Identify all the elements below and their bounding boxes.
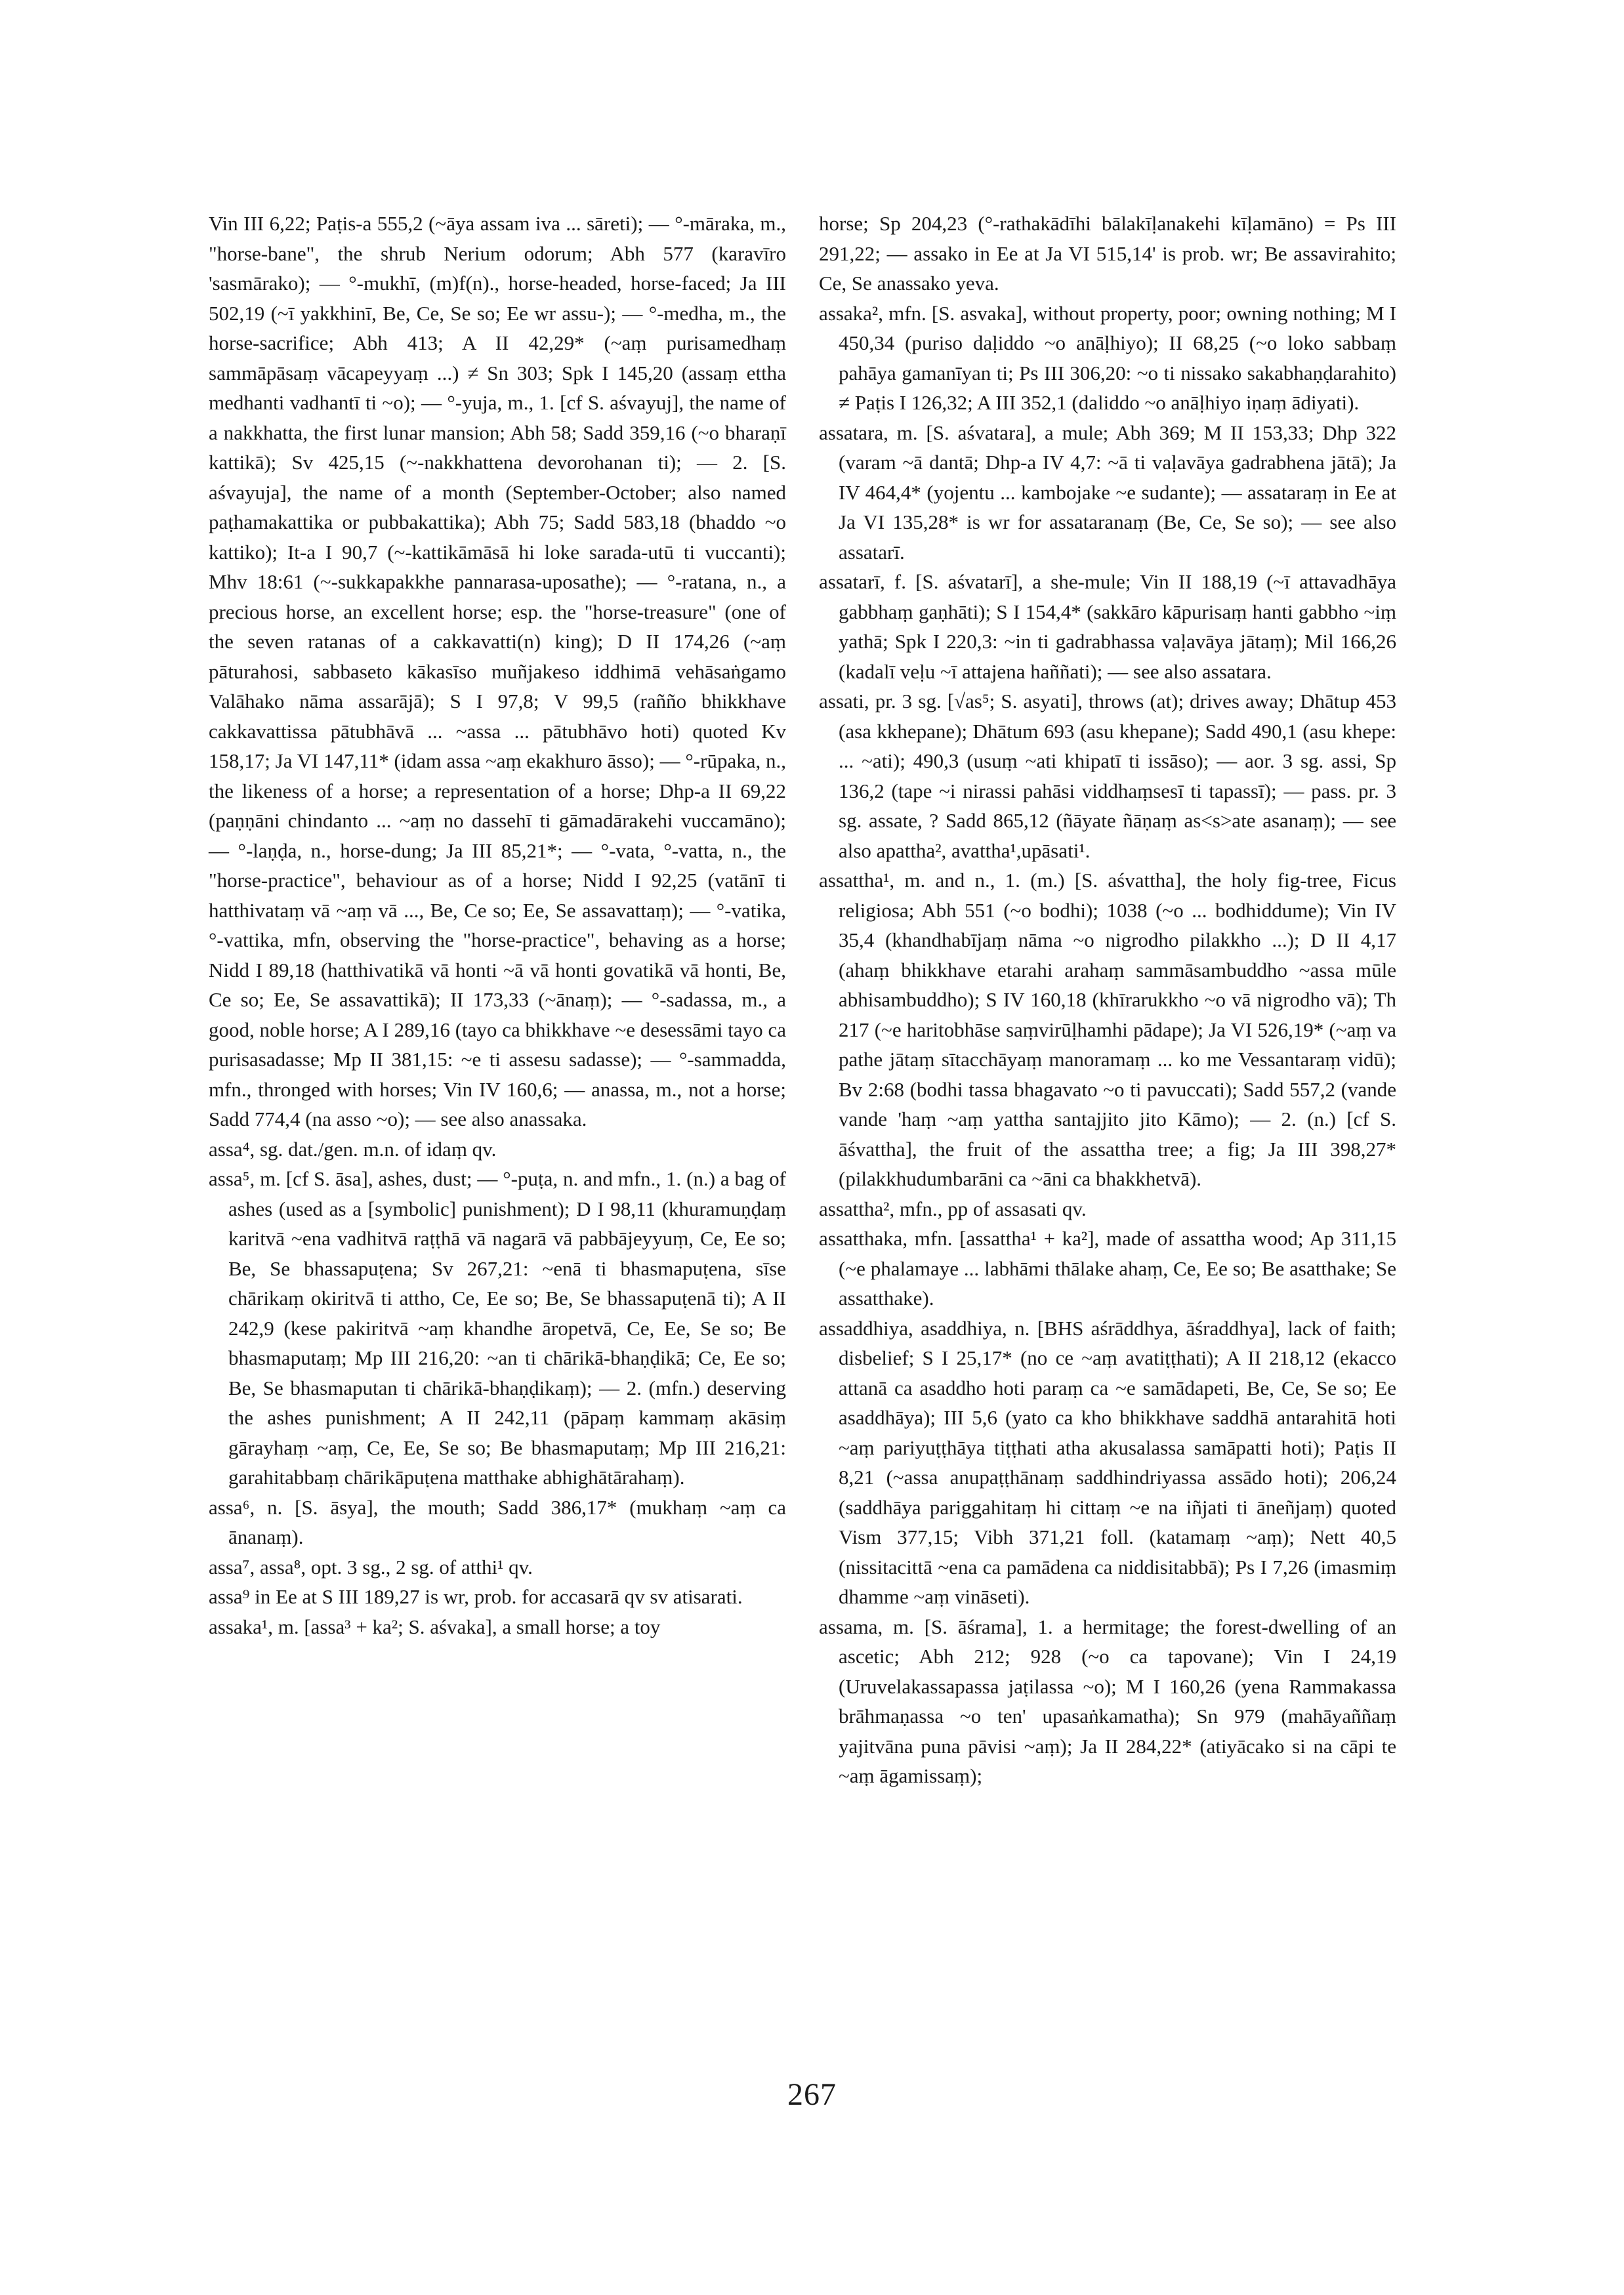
right-column	[819, 209, 1396, 1791]
entry-assatthaka: assatthaka, mfn. [assattha¹ + ka²], made of assattha wood; Ap 311,15 (~e phalamaye ... labhāmi thālake ahaṃ, Ce, Ee so; Be asatthake; Se assatthake).	[819, 1227, 1396, 1310]
entry-assattha2: assattha², mfn., pp of assasati qv.	[819, 1197, 1087, 1220]
entry-continuation-assa3: Vin III 6,22; Paṭis-a 555,2 (~āya assam iva ... sāreti); — °-māraka, m., "horse-bane", the shrub Nerium odorum; Abh 577 (karavīro 'sasmārako); — °-mukhī, (m)f(n)., horse-headed, horse-faced; Ja III 502,19 (~ī yakkhinī, Be, Ce, Se so; Ee wr assu-); — °-medha, m., the horse-sacrifice; Abh 413; A II 42,29* (~aṃ purisamedhaṃ sammāpāsaṃ vācapeyyaṃ ...) ≠ Sn 303; Spk I 145,20 (assaṃ ettha medhanti vadhantī ti ~o); — °-yuja, m., 1. [cf S. aśvayuj], the name of a nakkhatta, the first lunar mansion; Abh 58; Sadd 359,16 (~o bharaṇī kattikā); Sv 425,15 (~-nakkhattena devorohanan ti); — 2. [S. aśvayuja], the name of a month (September-October; also named paṭhamakattika or pubbakattika); Abh 75; Sadd 583,18 (bhaddo ~o kattiko); It-a I 90,7 (~-kattikāmāsā hi loke sarada-utū ti vuccanti); Mhv 18:61 (~-sukkapakkhe pannarasa-uposathe); — °-ratana, n., a precious horse, an excellent horse; esp. the "horse-treasure" (one of the seven ratanas of a cakkavatti(n) king); D II 174,26 (~aṃ pāturahosi, sabbaseto kākasīso muñjakeso iddhimā vehāsaṅgamo Valāhako nāma assarājā); S I 97,8; V 99,5 (rañño bhikkhave cakkavattissa pātubhāvā ... ~assa ... pātubhāvo hoti) quoted Kv 158,17; Ja VI 147,11* (idam assa ~aṃ ekakhuro āsso); — °-rūpaka, n., the likeness of a horse; a representation of a horse; Dhp-a II 69,22 (paṇṇāni chindanto ... ~aṃ no dassehī ti gāmadārakehi vuccamāno); — °-laṇḍa, n., horse-dung; Ja III 85,21*; — °-vata, °-vatta, n., the "horse-practice", behaviour as of a horse; Nidd I 92,25 (vatānī ti hatthivataṃ vā ~aṃ vā ..., Be, Ce so; Ee, Se assavattaṃ); — °-vatika, °-vattika, mfn, observing the "horse-practice", behaving as a horse; Nidd I 89,18 (hatthivatikā vā honti ~ā vā honti govatikā vā honti, Be, Ce so; Ee, Se assavattikā); II 173,33 (~ānaṃ); — °-sadassa, m., a good, noble horse; A I 289,16 (tayo ca bhikkhave ~e desessāmi tayo ca purisasadasse; Mp II 381,15: ~e ti assesu sadasse); — °-sammadda, mfn., thronged with horses; Vin IV 160,6; — anassa, m., not a horse; Sadd 774,4 (na asso ~o); — see also anassaka.	[209, 212, 786, 1130]
entry-assama: assama, m. [S. āśrama], 1. a hermitage; the forest-dwelling of an ascetic; Abh 212; 928 (~o ca tapovane); Vin I 24,19 (Uruvelakassapassa jaṭilassa ~o); M I 160,26 (yena Rammakassa brāhmaṇassa ~o ten' upasaṅkamatha); Sn 979 (mahāyaññaṃ yajitvāna puna pāvisi ~aṃ); Ja II 284,22* (atiyācako si na cāpi te ~aṃ āgamissaṃ);	[819, 1615, 1396, 1787]
entry-assatara: assatara, m. [S. aśvatara], a mule; Abh 369; M II 153,33; Dhp 322 (varam ~ā dantā; Dhp-a IV 4,7: ~ā ti vaḷavāya gadrabhena jātā); Ja IV 464,4* (yojentu ... kambojake ~e sudante); — assataraṃ in Ee at Ja VI 135,28* is wr for assataranaṃ (Be, Ce, Se so); — see also assatarī.	[819, 421, 1396, 564]
left-column	[209, 209, 786, 1642]
entry-assaddhiya: assaddhiya, asaddhiya, n. [BHS aśrāddhya, āśraddhya], lack of faith; disbelief; S I 25,17* (no ce ~aṃ avatiṭṭhati); A II 218,12 (ekacco attanā ca asaddho hoti paraṃ ca ~e samādapeti, Be, Ce, Se so; Ee asaddhāya); III 5,6 (yato ca kho bhikkhave saddhā antarahitā hoti ~aṃ pariyuṭṭhāya tiṭṭhati atha akusalassa samāpatti hoti); Paṭis II 8,21 (~assa anupaṭṭhānaṃ saddhindriyassa assādo hoti); 206,24 (saddhāya pariggahitaṃ hi cittaṃ ~e na iñjati ti āneñjaṃ) quoted Vism 377,15; Vibh 371,21 foll. (katamaṃ ~aṃ); Nett 40,5 (nissitacittā ~ena ca pamādena ca niddisitabbā); Ps I 7,26 (imasmiṃ dhamme ~aṃ vināseti).	[819, 1316, 1396, 1608]
entry-assa4: assa⁴, sg. dat./gen. m.n. of idaṃ qv.	[209, 1137, 497, 1161]
page-number: 267	[787, 2077, 837, 2112]
entry-assatari: assatarī, f. [S. aśvatarī], a she-mule; Vin II 188,19 (~ī attavadhāya gabbhaṃ gaṇhāti); S I 154,4* (sakkāro kāpurisaṃ hanti gabbho ~iṃ yathā; Spk I 220,3: ~in ti gadrabhassa vaḷavāya jātaṃ); Mil 166,26 (kadalī veḷu ~ī attajena haññati); — see also assatara.	[819, 570, 1396, 683]
entry-assa6: assa⁶, n. [S. āsya], the mouth; Sadd 386,17* (mukhaṃ ~aṃ ca ānanaṃ).	[209, 1495, 786, 1548]
entry-assa5: assa⁵, m. [cf S. āsa], ashes, dust; — °-puṭa, n. and mfn., 1. (n.) a bag of ashes (used as a [symbolic] punishment); D I 98,11 (khuramuṇḍaṃ karitvā ~ena vadhitvā raṭṭhā vā nagarā vā pabbājeyyuṃ, Ce, Ee so; Be, Se bhassapuṭena; Sv 267,21: ~enā ti bhasmapuṭena, sīse chārikaṃ okiritvā ti attho, Ce, Ee so; Be, Se bhassapuṭenā ti); A II 242,9 (kese pakiritvā ~aṃ khandhe āropetvā, Ce, Ee, Se so; Be bhasmaputaṃ; Mp III 216,20: ~an ti chārikā-bhaṇḍikā; Ce, Ee so; Be, Se bhasmaputan ti chārikā-bhaṇḍikaṃ); — 2. (mfn.) deserving the ashes punishment; A II 242,11 (pāpaṃ kammaṃ akāsiṃ gārayhaṃ ~aṃ, Ce, Ee, Se so; Be bhasmaputaṃ; Mp III 216,21: garahitabbaṃ chārikāpuṭena matthake abhighātārahaṃ).	[209, 1167, 786, 1489]
entry-assaka1: assaka¹, m. [assa³ + ka²; S. aśvaka], a small horse; a toy	[209, 1615, 661, 1638]
entry-assaka2: assaka², mfn. [S. asvaka], without property, poor; owning nothing; M I 450,34 (puriso daḷiddo ~o anāḷhiyo); II 68,25 (~o loko sabbaṃ pahāya gamanīyan ti; Ps III 306,20: ~o ti nissako sakabhaṇḍarahito) ≠ Paṭis I 126,32; A III 352,1 (daliddo ~o anāḷhiyo iṇaṃ ādiyati).	[819, 301, 1396, 414]
entry-continuation-assaka1: horse; Sp 204,23 (°-rathakādīhi bālakīḷanakehi kīḷamāno) = Ps III 291,22; — assako in Ee at Ja VI 515,14' is prob. wr; Be assavirahito; Ce, Se anassako yeva.	[819, 212, 1396, 295]
entry-assa9: assa⁹ in Ee at S III 189,27 is wr, prob. for accasarā qv sv atisarati.	[209, 1585, 743, 1608]
entry-assati: assati, pr. 3 sg. [√as⁵; S. asyati], throws (at); drives away; Dhātup 453 (asa kkhepane); Dhātum 693 (asu khepane); Sadd 490,1 (asu khepe: ... ~ati); 490,3 (usuṃ ~ati khipatī ti issāso); — aor. 3 sg. assi, Sp 136,2 (tape ~i nirassi pahāsi viddhaṃsesī ti tapassī); — pass. pr. 3 sg. assate, ? Sadd 865,12 (ñāyate ñāṇaṃ as<s>ate asanaṃ); — see also apattha², avattha¹,upāsati¹.	[819, 690, 1396, 862]
entry-assa7-assa8: assa⁷, assa⁸, opt. 3 sg., 2 sg. of atthi¹ qv.	[209, 1555, 533, 1579]
entry-assattha1: assattha¹, m. and n., 1. (m.) [S. aśvattha], the holy fig-tree, Ficus religiosa; Abh 551 (~o bodhi); 1038 (~o ... bodhiddume); Vin IV 35,4 (khandhabījaṃ nāma ~o nigrodho pilakkho ...); D II 4,17 (ahaṃ bhikkhave etarahi arahaṃ sammāsambuddho ~assa mūle abhisambuddho); S IV 160,18 (khīrarukkho ~o vā nigrodho vā); Th 217 (~e haritobhāse saṃvirūḷhamhi pādape); Ja VI 526,19* (~aṃ va pathe jātaṃ sītacchāyaṃ manoramaṃ ... ko me Vessantaraṃ vidū); Bv 2:68 (bodhi tassa bhagavato ~o ti pavuccati); Sadd 557,2 (vande vande 'haṃ ~aṃ yattha santajjito jito Kāmo); — 2. (n.) [cf S. āśvattha], the fruit of the assattha tree; a fig; Ja III 398,27* (pilakkhudumbarāni ca ~āni ca bhakkhetvā).	[819, 869, 1396, 1190]
